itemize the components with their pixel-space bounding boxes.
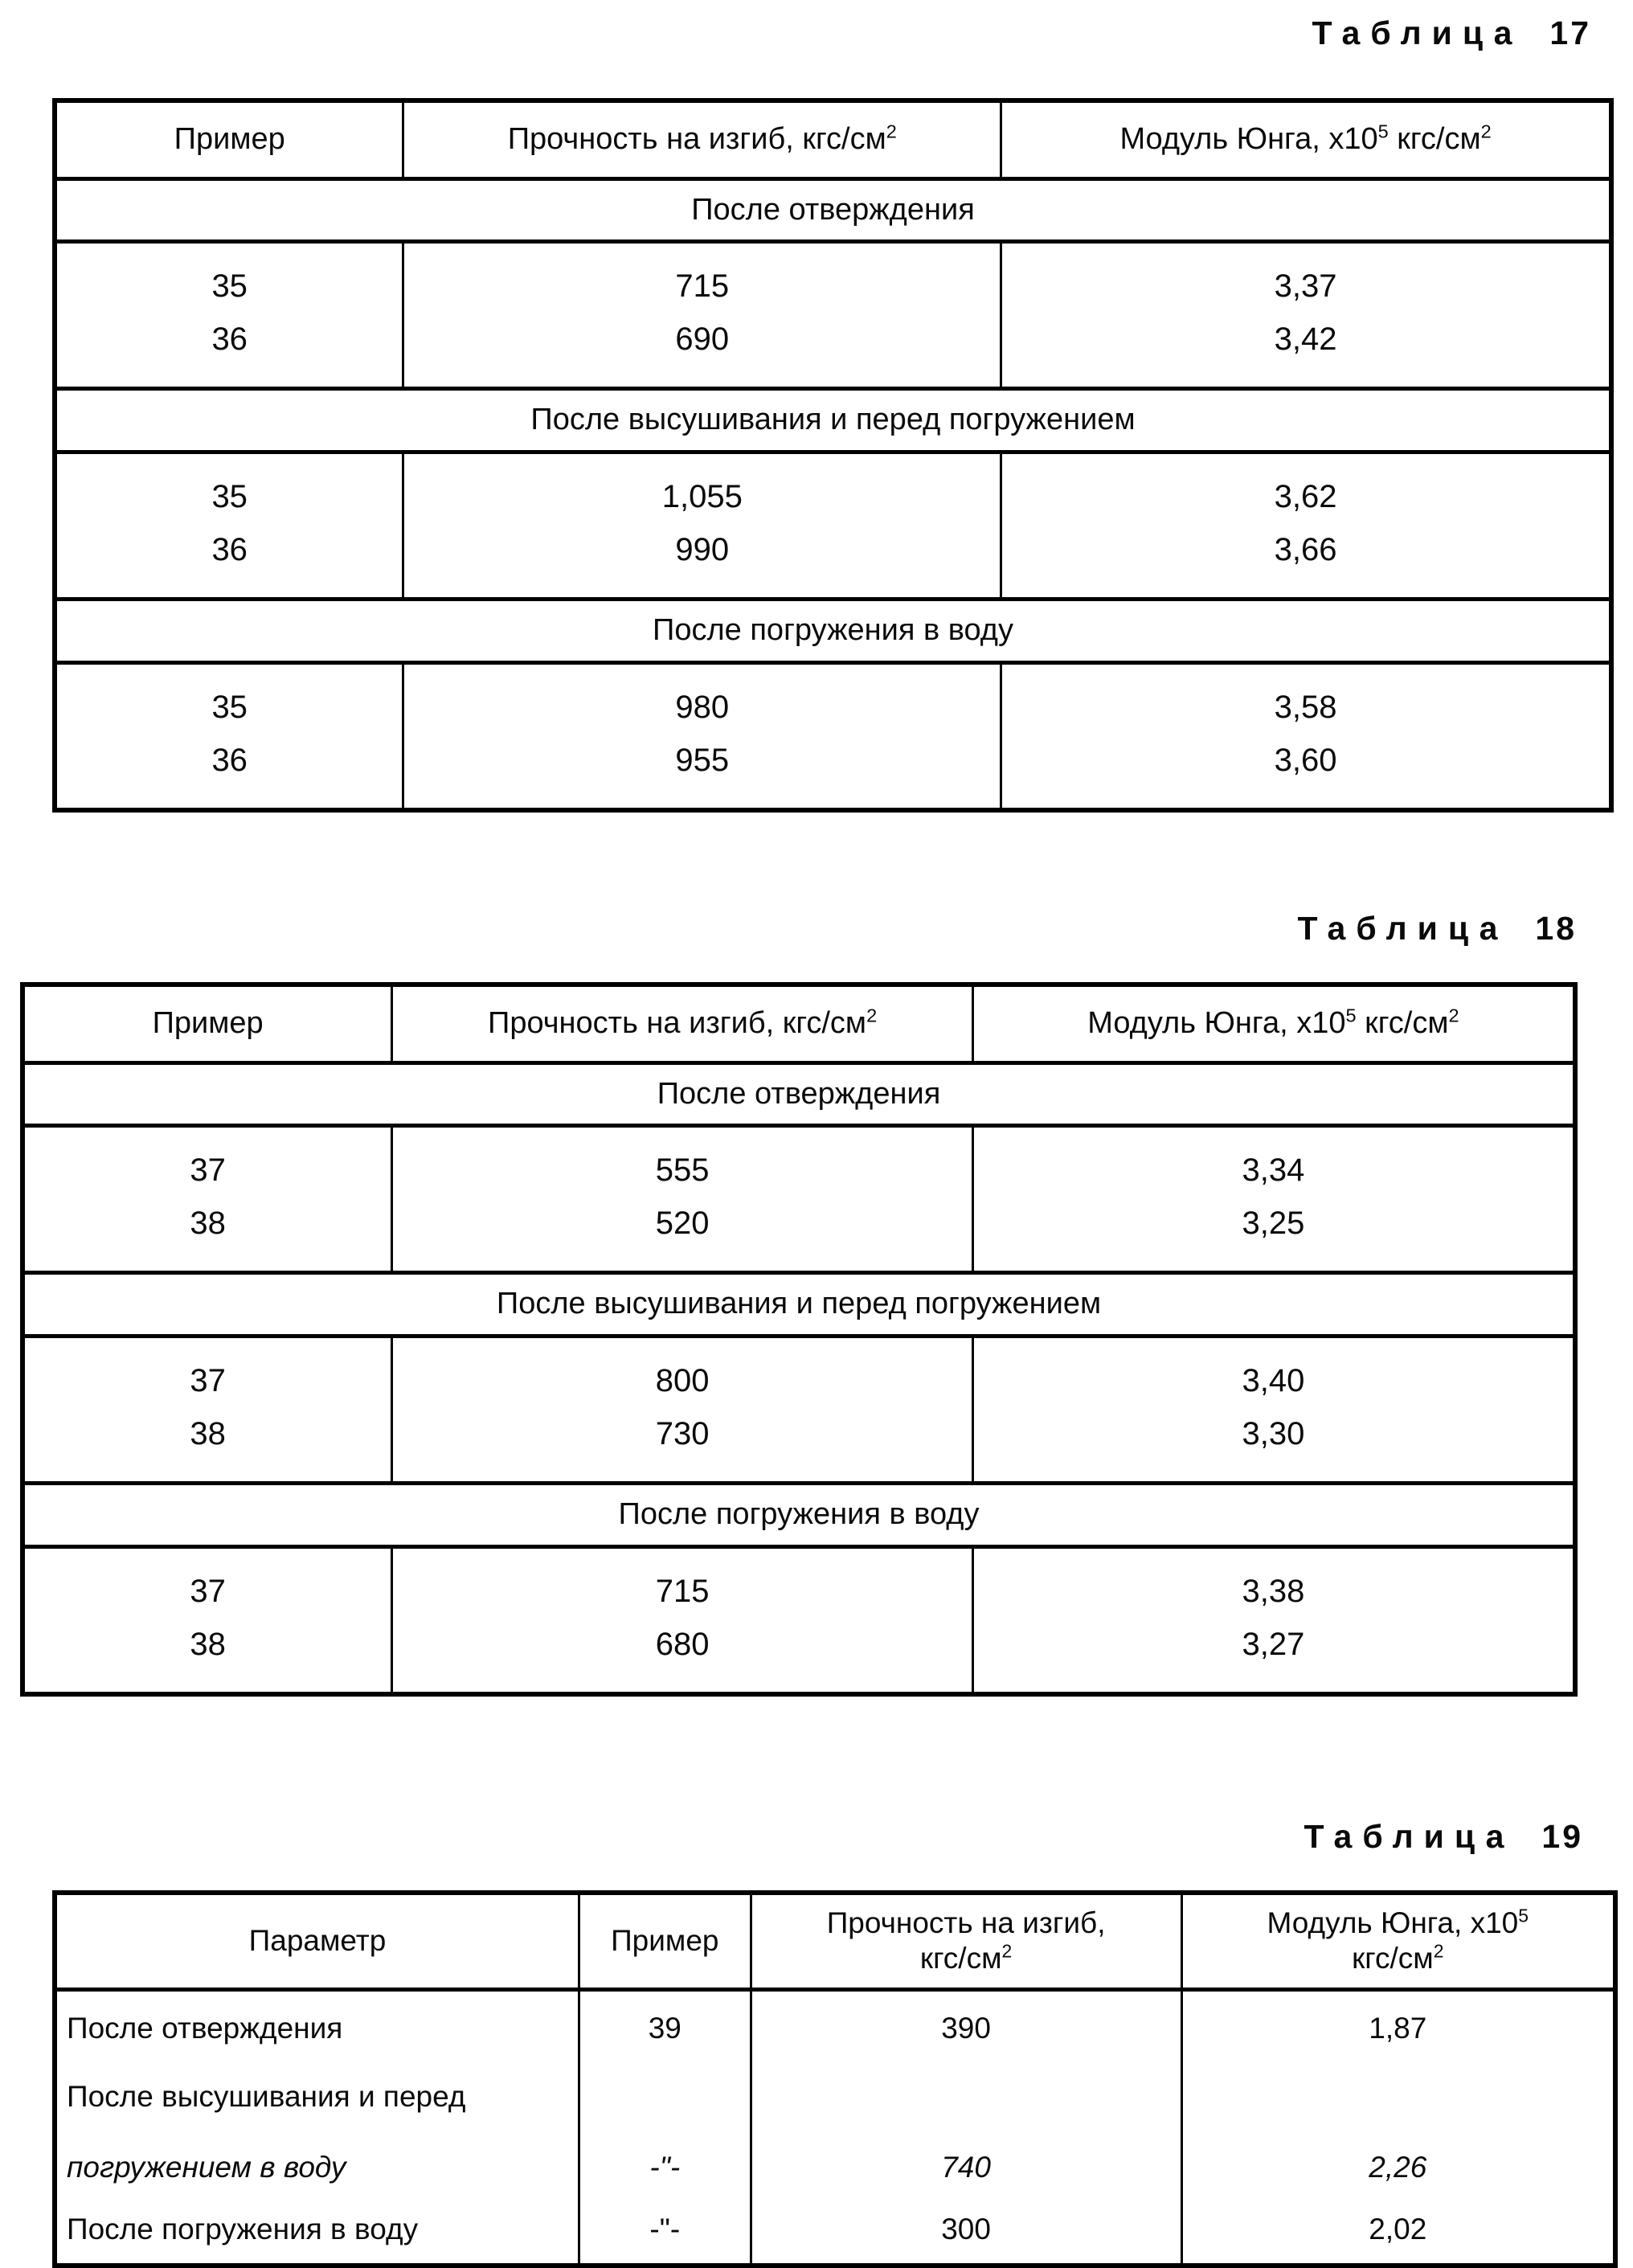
cell-primer: 37	[23, 1546, 392, 1618]
section-title: После погружения в воду	[23, 1484, 1575, 1547]
table-row	[55, 452, 1611, 524]
table-row	[23, 1197, 1575, 1273]
caption-number: 17	[1549, 14, 1591, 51]
cell-param: После отверждения	[55, 1989, 579, 2066]
section-title: После погружения в воду	[55, 600, 1611, 663]
cell-param: После погружения в воду	[55, 2195, 579, 2266]
table-row	[55, 734, 1611, 810]
cell-primer: 35	[55, 242, 403, 313]
col-header-strength: Прочность на изгиб, кгс/$см^2$	[751, 1893, 1181, 1989]
cell-modulus: 3,62	[1001, 452, 1611, 524]
caption-word: Таблица	[1297, 910, 1508, 947]
cell-strength: 715	[392, 1546, 973, 1618]
section-row	[55, 389, 1611, 452]
table-row	[55, 2066, 1615, 2195]
cell-modulus: 3,66	[1001, 523, 1611, 600]
section-row	[23, 1484, 1575, 1547]
table-row	[55, 242, 1611, 313]
table-row	[23, 1126, 1575, 1197]
section-title: После высушивания и перед погружением	[23, 1273, 1575, 1337]
cell-primer: 37	[23, 1126, 392, 1197]
cell-modulus: 3,27	[972, 1618, 1575, 1694]
table-row	[55, 2195, 1615, 2266]
cell-primer: 35	[55, 452, 403, 524]
col-header-modulus: Модуль Юнга, $х10^5$ кгс/$см^2$	[1001, 100, 1611, 178]
cell-strength: 990	[403, 523, 1001, 600]
cell-modulus: 3,34	[972, 1126, 1575, 1197]
cell-strength: 520	[392, 1197, 973, 1273]
cell-primer: 39	[579, 1989, 751, 2066]
cell-primer: 35	[55, 662, 403, 734]
section-row	[23, 1273, 1575, 1337]
section-title: После высушивания и перед погружением	[55, 389, 1611, 452]
caption-word: Таблица	[1304, 1818, 1515, 1855]
cell-param: После высушивания и перед погружением в воду	[55, 2066, 579, 2195]
caption-number: 19	[1541, 1818, 1583, 1855]
cell-strength: 715	[403, 242, 1001, 313]
table-row	[23, 1618, 1575, 1694]
table-17-caption	[1312, 14, 1592, 52]
table-row	[55, 662, 1611, 734]
cell-strength: 690	[403, 313, 1001, 389]
cell-modulus: 3,60	[1001, 734, 1611, 810]
table-row	[23, 1546, 1575, 1618]
table-row	[23, 1337, 1575, 1408]
table-18	[20, 982, 1578, 1697]
cell-strength: 390	[751, 1989, 1181, 2066]
caption-word: Таблица	[1312, 14, 1523, 51]
col-header-primer: Пример	[23, 985, 392, 1062]
cell-primer: 36	[55, 313, 403, 389]
cell-primer: -"-	[579, 2195, 751, 2266]
cell-modulus: 3,37	[1001, 242, 1611, 313]
cell-modulus: 1,87	[1181, 1989, 1615, 2066]
col-header-primer: Пример	[55, 100, 403, 178]
section-row	[55, 600, 1611, 663]
cell-strength: 740	[751, 2066, 1181, 2195]
table-17	[52, 98, 1614, 813]
cell-strength: 800	[392, 1337, 973, 1408]
caption-number: 18	[1535, 910, 1577, 947]
section-row	[23, 1062, 1575, 1126]
section-title: После отверждения	[55, 178, 1611, 242]
col-header-param: Параметр	[55, 1893, 579, 1989]
cell-modulus: 3,30	[972, 1407, 1575, 1484]
cell-strength: 1,055	[403, 452, 1001, 524]
cell-primer: 36	[55, 734, 403, 810]
table-19-caption	[1304, 1818, 1584, 1856]
cell-strength: 980	[403, 662, 1001, 734]
col-header-strength: Прочность на изгиб, кгс/$см^2$	[403, 100, 1001, 178]
cell-primer: 38	[23, 1197, 392, 1273]
table-row	[23, 1407, 1575, 1484]
table-18-header-row	[23, 985, 1575, 1062]
cell-modulus: 3,40	[972, 1337, 1575, 1408]
table-19-header-row	[55, 1893, 1615, 1989]
cell-primer: 36	[55, 523, 403, 600]
col-header-primer: Пример	[579, 1893, 751, 1989]
table-row	[55, 313, 1611, 389]
cell-strength: 955	[403, 734, 1001, 810]
cell-modulus: 3,42	[1001, 313, 1611, 389]
cell-modulus: 2,02	[1181, 2195, 1615, 2266]
cell-primer: -"-	[579, 2066, 751, 2195]
table-19	[52, 1890, 1618, 2268]
col-header-modulus: Модуль Юнга, $х10^5$ кгс/$см^2$	[1181, 1893, 1615, 1989]
cell-strength: 555	[392, 1126, 973, 1197]
table-row	[55, 523, 1611, 600]
cell-primer: 37	[23, 1337, 392, 1408]
section-title: После отверждения	[23, 1062, 1575, 1126]
cell-modulus: 3,38	[972, 1546, 1575, 1618]
cell-strength: 730	[392, 1407, 973, 1484]
cell-strength: 300	[751, 2195, 1181, 2266]
cell-modulus: 3,58	[1001, 662, 1611, 734]
table-18-caption	[1298, 910, 1578, 948]
col-header-modulus: Модуль Юнга, $х10^5$ кгс/$см^2$	[972, 985, 1575, 1062]
table-17-header-row	[55, 100, 1611, 178]
cell-strength: 680	[392, 1618, 973, 1694]
cell-primer: 38	[23, 1618, 392, 1694]
cell-modulus: 2,26	[1181, 2066, 1615, 2195]
table-row	[55, 1989, 1615, 2066]
section-row	[55, 178, 1611, 242]
col-header-strength: Прочность на изгиб, кгс/$см^2$	[392, 985, 973, 1062]
cell-primer: 38	[23, 1407, 392, 1484]
cell-modulus: 3,25	[972, 1197, 1575, 1273]
